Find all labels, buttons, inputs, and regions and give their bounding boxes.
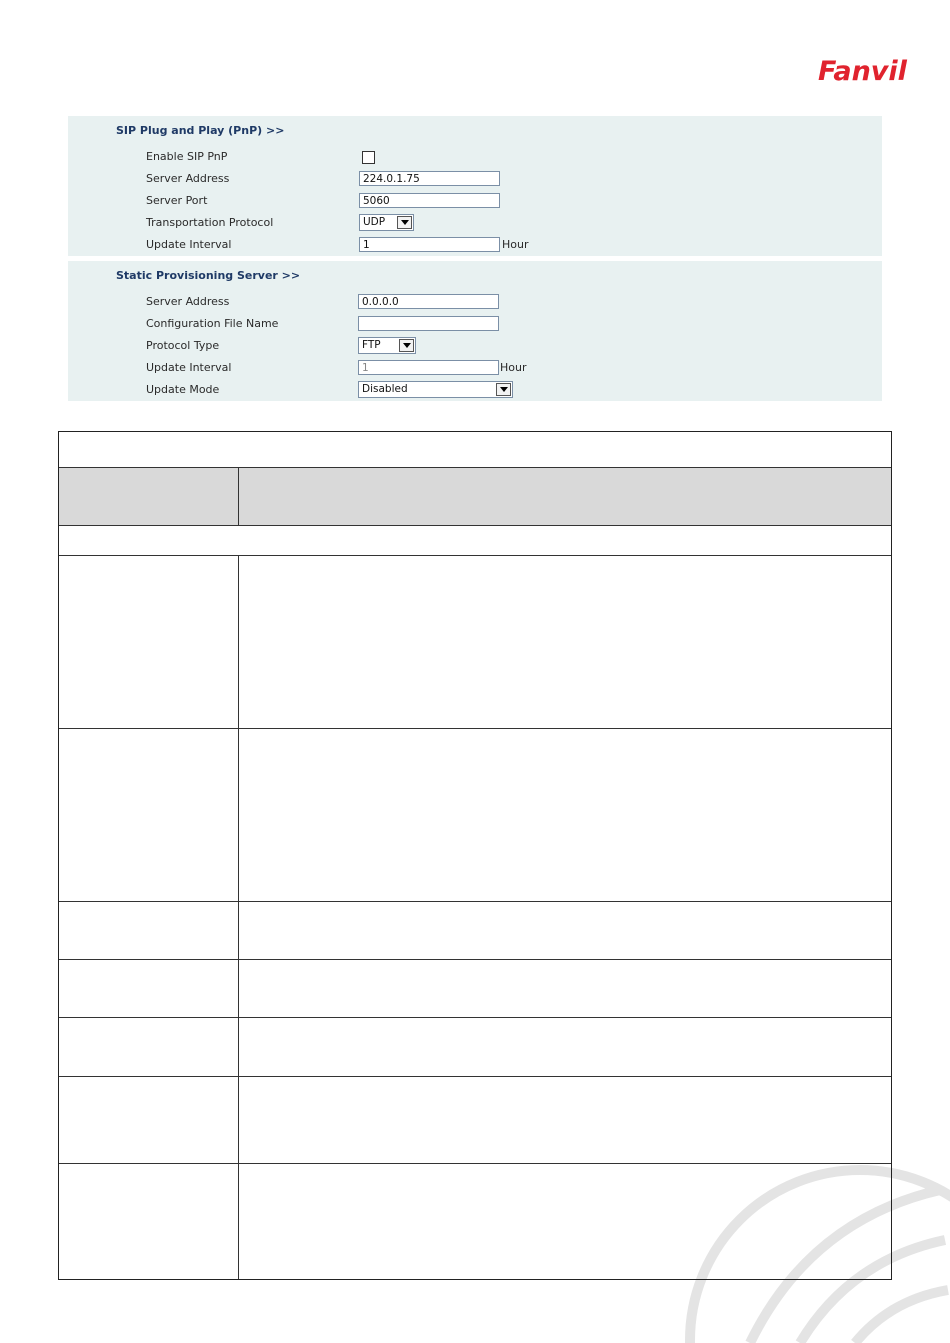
transport-protocol-select[interactable] <box>359 214 414 231</box>
protocol-type-value: FTP <box>362 339 381 351</box>
enable-pnp-row <box>146 148 882 166</box>
parameter-table <box>58 431 892 1280</box>
static-provisioning-title: Static Provisioning Server >> <box>116 269 301 282</box>
sip-pnp-panel <box>68 116 882 256</box>
table-column-divider <box>238 555 239 1279</box>
table-row-divider <box>59 467 891 468</box>
logo-wordmark: Fanvil <box>818 56 907 86</box>
static-update-interval-unit: Hour <box>500 361 527 374</box>
pnp-server-port-label: Server Port <box>146 194 208 207</box>
static-provisioning-panel <box>68 261 882 401</box>
pnp-server-address-input[interactable]: 224.0.1.75 <box>359 171 500 186</box>
table-row-divider <box>59 1163 891 1164</box>
transport-protocol-value: UDP <box>363 216 386 228</box>
pnp-update-interval-input[interactable]: 1 <box>359 237 500 252</box>
static-update-interval-input[interactable]: 1 <box>358 360 499 375</box>
config-file-name-row <box>146 315 882 333</box>
enable-pnp-label: Enable SIP PnP <box>146 150 228 163</box>
table-row-divider <box>59 555 891 556</box>
static-update-interval-row <box>146 359 882 377</box>
table-column-divider <box>238 467 239 525</box>
table-row-divider <box>59 1017 891 1018</box>
pnp-update-interval-label: Update Interval <box>146 238 232 251</box>
table-row-divider <box>59 901 891 902</box>
config-file-name-input[interactable] <box>358 316 499 331</box>
transport-protocol-label: Transportation Protocol <box>146 216 274 229</box>
update-mode-select[interactable] <box>358 381 513 398</box>
enable-pnp-checkbox[interactable] <box>362 151 375 164</box>
transport-protocol-row <box>146 214 882 232</box>
chevron-down-icon[interactable] <box>397 216 412 229</box>
static-update-interval-label: Update Interval <box>146 361 232 374</box>
pnp-update-interval-unit: Hour <box>502 238 529 251</box>
static-server-address-row <box>146 293 882 311</box>
pnp-server-port-input[interactable]: 5060 <box>359 193 500 208</box>
update-mode-row <box>146 381 882 399</box>
table-row-divider <box>59 959 891 960</box>
protocol-type-select[interactable] <box>358 337 416 354</box>
pnp-server-port-row <box>146 192 882 210</box>
table-row-divider <box>59 1076 891 1077</box>
update-mode-value: Disabled <box>362 383 408 395</box>
static-server-address-input[interactable]: 0.0.0.0 <box>358 294 499 309</box>
table-row-divider <box>59 728 891 729</box>
update-mode-label: Update Mode <box>146 383 220 396</box>
table-header-row <box>59 467 891 525</box>
pnp-server-address-row <box>146 170 882 188</box>
config-file-name-label: Configuration File Name <box>146 317 279 330</box>
protocol-type-row <box>146 337 882 355</box>
pnp-server-address-label: Server Address <box>146 172 230 185</box>
chevron-down-icon[interactable] <box>399 339 414 352</box>
fanvil-logo <box>818 54 910 86</box>
sip-pnp-title: SIP Plug and Play (PnP) >> <box>116 124 285 137</box>
pnp-update-interval-row <box>146 236 882 254</box>
chevron-down-icon[interactable] <box>496 383 511 396</box>
protocol-type-label: Protocol Type <box>146 339 220 352</box>
static-server-address-label: Server Address <box>146 295 230 308</box>
table-row-divider <box>59 525 891 526</box>
